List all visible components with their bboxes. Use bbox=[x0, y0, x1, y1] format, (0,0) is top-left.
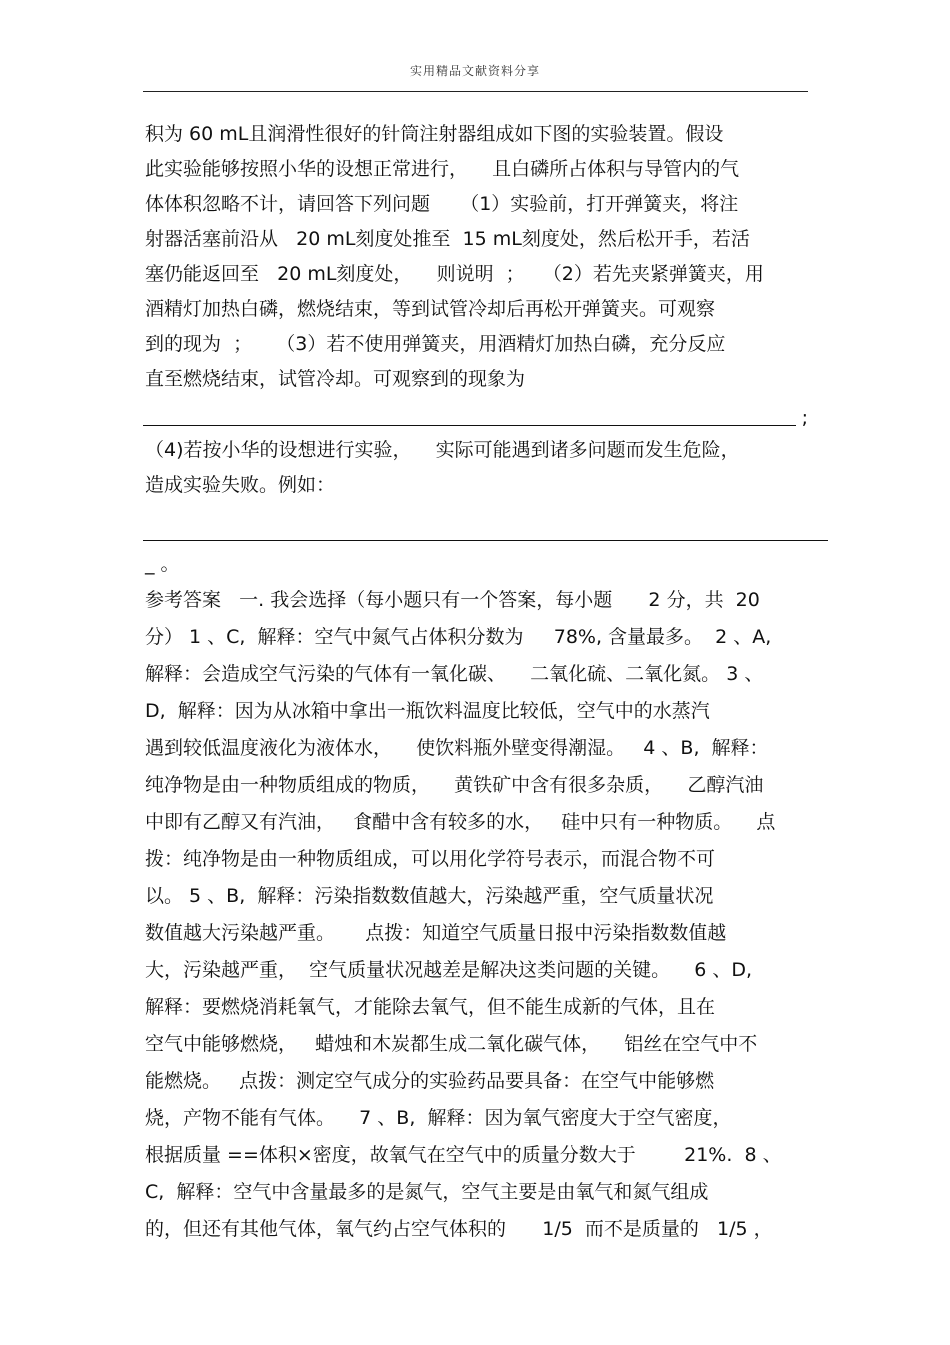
answer-line: 解释：要燃烧消耗氧气，才能除去氧气，但不能生成新的气体，且在 bbox=[145, 996, 716, 1018]
answer-line: 空气中能够燃烧， 蜡烛和木炭都生成二氧化碳气体， 铝丝在空气中不 bbox=[145, 1033, 758, 1055]
question-line: 射器活塞前沿从 20 mL刻度处推至 15 mL刻度处，然后松开手，若活 bbox=[145, 228, 750, 250]
answer-line: 纯净物是由一种物质组成的物质， 黄铁矿中含有很多杂质， 乙醇汽油 bbox=[145, 774, 764, 796]
answer-line: 参考答案 一. 我会选择（每小题只有一个答案，每小题 2 分，共 20 bbox=[145, 589, 760, 611]
question-line: 此实验能够按照小华的设想正常进行， 且白磷所占体积与导管内的气 bbox=[145, 158, 740, 180]
page-header: 实用精品文献资料分享 bbox=[409, 64, 540, 78]
answer-line: 分） 1 、C, 解释：空气中氮气占体积分数为 78%, 含量最多。 2 、A, bbox=[145, 626, 772, 648]
blank-end-line: _ 。 bbox=[145, 553, 180, 575]
document-body bbox=[145, 117, 810, 1248]
answer-line: 以。 5 、B, 解释：污染指数数值越大，污染越严重，空气质量状况 bbox=[145, 885, 714, 907]
answer-line: 能燃烧。 点拨：测定空气成分的实验药品要具备：在空气中能够燃 bbox=[145, 1070, 715, 1092]
question-line: 造成实验失败。例如： bbox=[145, 474, 336, 496]
question-line: 酒精灯加热白磷，燃烧结束，等到试管冷却后再松开弹簧夹。可观察 bbox=[145, 298, 716, 320]
answer-line: 的，但还有其他气体，氧气约占空气体积的 1/5 而不是质量的 1/5 ， bbox=[145, 1218, 773, 1240]
question-line: 直至燃烧结束，试管冷却。可观察到的现象为 bbox=[145, 368, 526, 390]
blank-underline bbox=[143, 425, 796, 426]
answer-line: C, 解释：空气中含量最多的是氮气，空气主要是由氧气和氮气组成 bbox=[145, 1181, 709, 1203]
question-line: 到的现为 ； （3）若不使用弹簧夹，用酒精灯加热白磷，充分反应 bbox=[145, 333, 726, 355]
blank-end-punct: ; bbox=[801, 407, 808, 429]
answer-line: 大，污染越严重， 空气质量状况越差是解决这类问题的关键。 6 、D, bbox=[145, 959, 753, 981]
answer-line: 数值越大污染越严重。 点拨：知道空气质量日报中污染指数数值越 bbox=[145, 922, 727, 944]
answer-line: 解释：会造成空气污染的气体有一氧化碳、 二氧化硫、二氧化氮。 3 、 bbox=[145, 663, 764, 685]
question-line: 积为 60 mL且润滑性很好的针筒注射器组成如下图的实验装置。假设 bbox=[145, 123, 724, 145]
answer-blank-3 bbox=[145, 397, 810, 433]
header-divider bbox=[143, 91, 808, 92]
question-line: 体体积忽略不计，请回答下列问题 （1）实验前，打开弹簧夹，将注 bbox=[145, 193, 739, 215]
answer-line: D, 解释：因为从冰箱中拿出一瓶饮料温度比较低，空气中的水蒸汽 bbox=[145, 700, 710, 722]
answer-line: 根据质量 ==体积×密度，故氧气在空气中的质量分数大于 21%. 8 、 bbox=[145, 1144, 782, 1166]
question-line: 塞仍能返回至 20 mL刻度处， 则说明 ； （2）若先夹紧弹簧夹，用 bbox=[145, 263, 764, 285]
answer-blank-4 bbox=[145, 503, 810, 547]
answer-line: 中即有乙醇又有汽油， 食醋中含有较多的水， 硅中只有一种物质。 点 bbox=[145, 811, 776, 833]
answer-line: 遇到较低温度液化为液体水， 使饮料瓶外壁变得潮湿。 4 、B, 解释： bbox=[145, 737, 769, 759]
answer-line: 拨：纯净物是由一种物质组成，可以用化学符号表示，而混合物不可 bbox=[145, 848, 716, 870]
question-line: （4)若按小华的设想进行实验， 实际可能遇到诸多问题而发生危险， bbox=[145, 439, 740, 461]
answer-line: 烧，产物不能有气体。 7 、B, 解释：因为氧气密度大于空气密度， bbox=[145, 1107, 732, 1129]
blank-underline bbox=[143, 540, 828, 541]
